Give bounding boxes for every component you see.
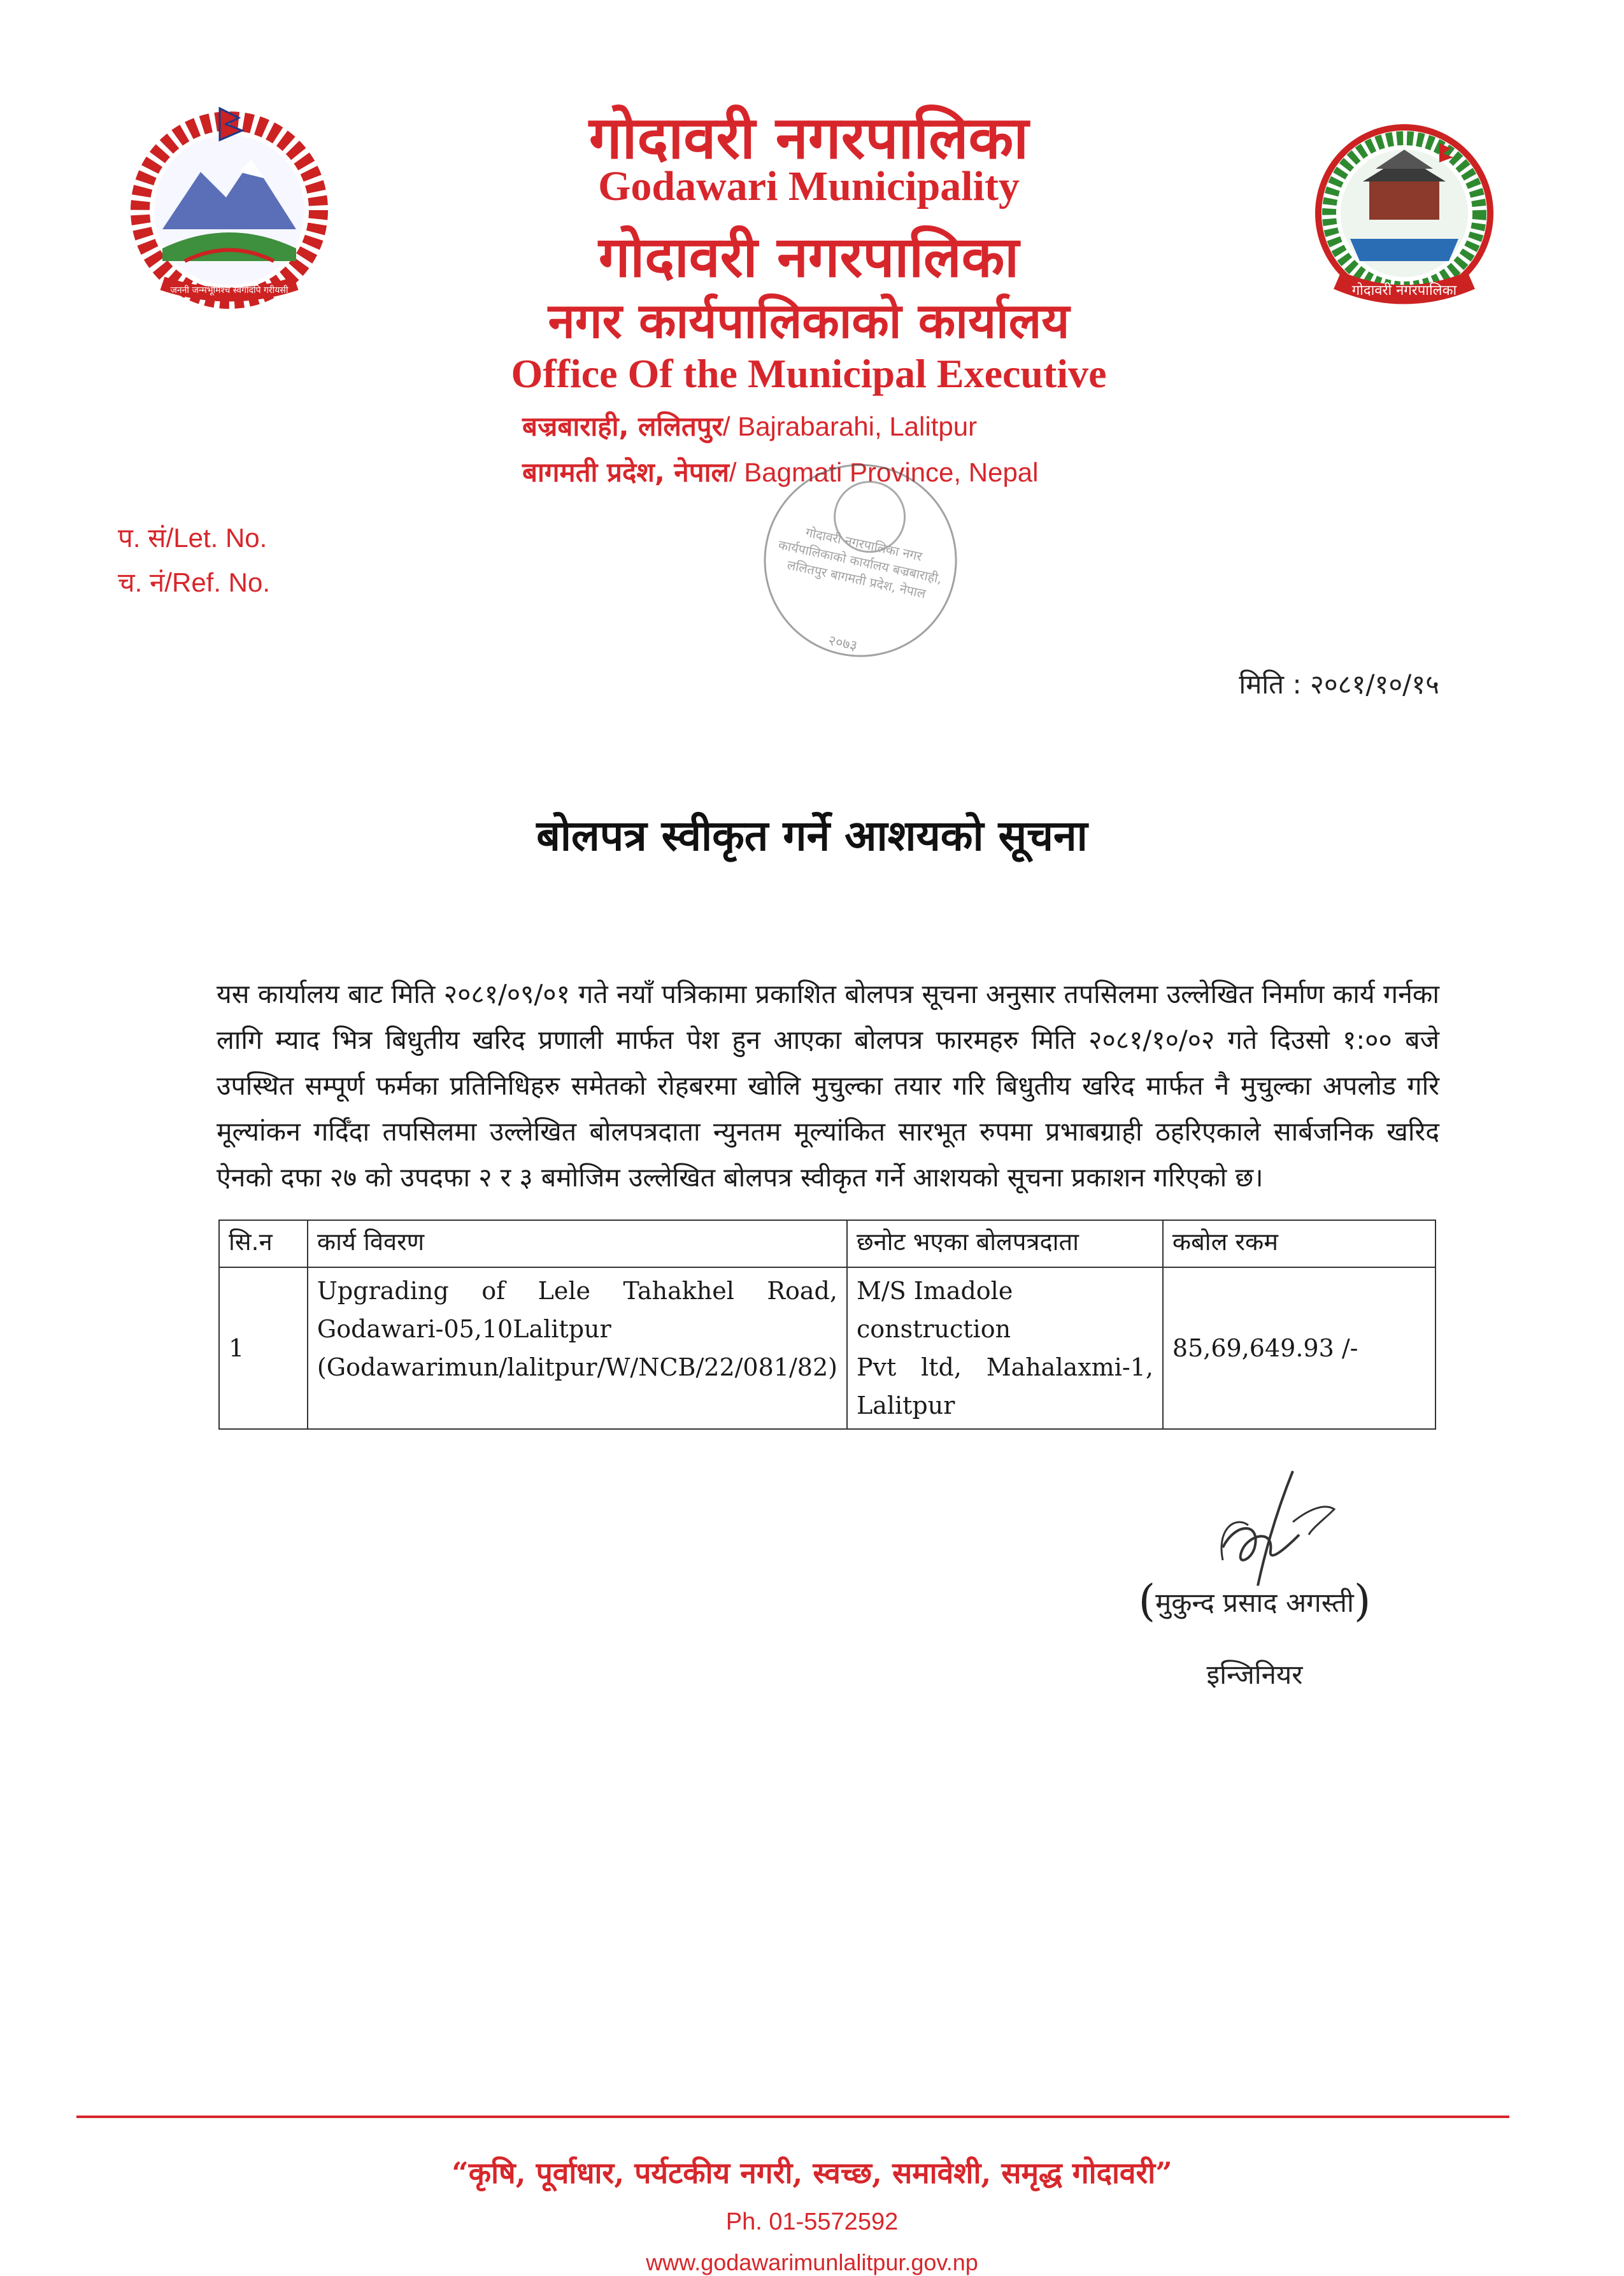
signatory-title: इन्जिनियर bbox=[1206, 1659, 1303, 1690]
address-separator: / bbox=[729, 457, 737, 487]
address1-np: बज्रबाराही, ललितपुर bbox=[522, 411, 723, 442]
emblem-label: गोदावरी नगरपालिका bbox=[1351, 283, 1457, 299]
header-bid-amount: कबोल रकम bbox=[1163, 1220, 1435, 1267]
address-line-1 bbox=[522, 408, 977, 444]
footer-website: www.godawarimunlalitpur.gov.np bbox=[646, 2249, 978, 2275]
municipality-emblem-logo bbox=[1306, 118, 1503, 315]
cell-bidder bbox=[847, 1267, 1163, 1429]
header-serial: सि.न bbox=[219, 1220, 308, 1267]
office-stamp bbox=[726, 459, 994, 669]
bidder-line-3: Lalitpur bbox=[856, 1391, 955, 1419]
office-name-en: Office Of the Municipal Executive bbox=[511, 351, 1107, 396]
address1-en: Bajrabarahi, Lalitpur bbox=[737, 411, 978, 441]
footer-phone: Ph. 01-5572592 bbox=[725, 2208, 899, 2235]
reference-number-label: च. नं/Ref. No. bbox=[118, 567, 271, 597]
office-name-np: नगर कार्यपालिकाको कार्यालय bbox=[548, 292, 1070, 349]
cell-work-description bbox=[308, 1267, 847, 1429]
municipality-name-np: गोदावरी नगरपालिका bbox=[588, 103, 1029, 172]
letter-number-label: प. सं/Let. No. bbox=[118, 523, 267, 553]
bidder-line-1: M/S Imadole construction bbox=[856, 1277, 1013, 1343]
address-separator: / bbox=[722, 411, 730, 441]
bidder-line-2: Pvt ltd, Mahalaxmi-1, bbox=[856, 1353, 1153, 1381]
stamp-year: २०७३ bbox=[827, 632, 859, 655]
address2-np: बागमती प्रदेश, नेपाल bbox=[522, 457, 729, 488]
header-work-description: कार्य विवरण bbox=[308, 1220, 847, 1267]
cell-serial: 1 bbox=[219, 1267, 308, 1429]
signature bbox=[1197, 1465, 1363, 1592]
emblem-motto: जननी जन्मभूमिश्च स्वर्गादपि गरीयसी bbox=[170, 285, 288, 295]
table-header-row bbox=[219, 1220, 1435, 1267]
municipality-name-stylized: गोदावरी नगरपालिका bbox=[598, 224, 1020, 290]
notice-date: मिति : २०८१/१०/१५ bbox=[1239, 669, 1439, 700]
footer-divider bbox=[76, 2116, 1509, 2118]
header-selected-bidder: छनोट भएका बोलपत्रदाता bbox=[847, 1220, 1163, 1267]
cell-amount: 85,69,649.93 /- bbox=[1163, 1267, 1435, 1429]
bid-table bbox=[218, 1220, 1436, 1430]
notice-title: बोलपत्र स्वीकृत गर्ने आशयको सूचना bbox=[536, 811, 1088, 860]
address2-en: Bagmati Province, Nepal bbox=[744, 457, 1039, 487]
nepal-emblem-logo bbox=[124, 102, 334, 312]
signatory-name-text: मुकुन्द प्रसाद अगस्ती bbox=[1155, 1587, 1354, 1618]
signatory-name: (मुकुन्द प्रसाद अगस्ती) bbox=[1138, 1576, 1371, 1626]
stamp-text: गोदावरी नगरपालिका नगर कार्यपालिकाको कार्यालय बज्रबाराही, ललितपुर बागमती प्रदेश, नेपाल bbox=[776, 524, 944, 602]
municipality-name-en: Godawari Municipality bbox=[598, 163, 1020, 210]
work-line-3: (Godawarimun/lalitpur/W/NCB/22/081/82) bbox=[317, 1353, 837, 1381]
table-row bbox=[219, 1267, 1435, 1429]
notice-body: यस कार्यालय बाट मिति २०८१/०९/०१ गते नयाँ पत्रिकामा प्रकाशित बोलपत्र सूचना अनुसार तपसिलमा उल्लेखित निर्माण कार्य गर्नका लागि म्याद भित्र बिधुतीय खरिद प्रणाली मार्फत पेश हुन आएका बोलपत्र फारमहरु मिति २०८१/१०/०२ गते दिउसो १:०० बजे उपस्थित सम्पूर्ण फर्मका प्रतिनिधिहरु समेतको रोहबरमा खोलि मुचुल्का तयार गरि बिधुतीय खरिद मार्फत नै मुचुल्का अपलोड गरि मूल्यांकन गर्दिँदा तपसिलमा उल्लेखित बोलपत्रदाता न्युनतम मूल्यांकित सारभूत रुपमा प्रभाबग्राही ठहरिएकाले सार्बजनिक खरिद ऐनको दफा २७ को उपदफा २ र ३ बमोजिम उल्लेखित बोलपत्र स्वीकृत गर्ने आशयको सूचना प्रकाशन गरिएको छ। bbox=[217, 979, 1439, 1193]
footer-motto: “कृषि, पूर्वाधार, पर्यटकीय नगरी, स्वच्छ, समावेशी, समृद्ध गोदावरी” bbox=[452, 2156, 1172, 2190]
work-line-1: Upgrading of Lele Tahakhel Road, bbox=[317, 1277, 837, 1305]
work-line-2: Godawari-05,10Lalitpur bbox=[317, 1315, 611, 1343]
